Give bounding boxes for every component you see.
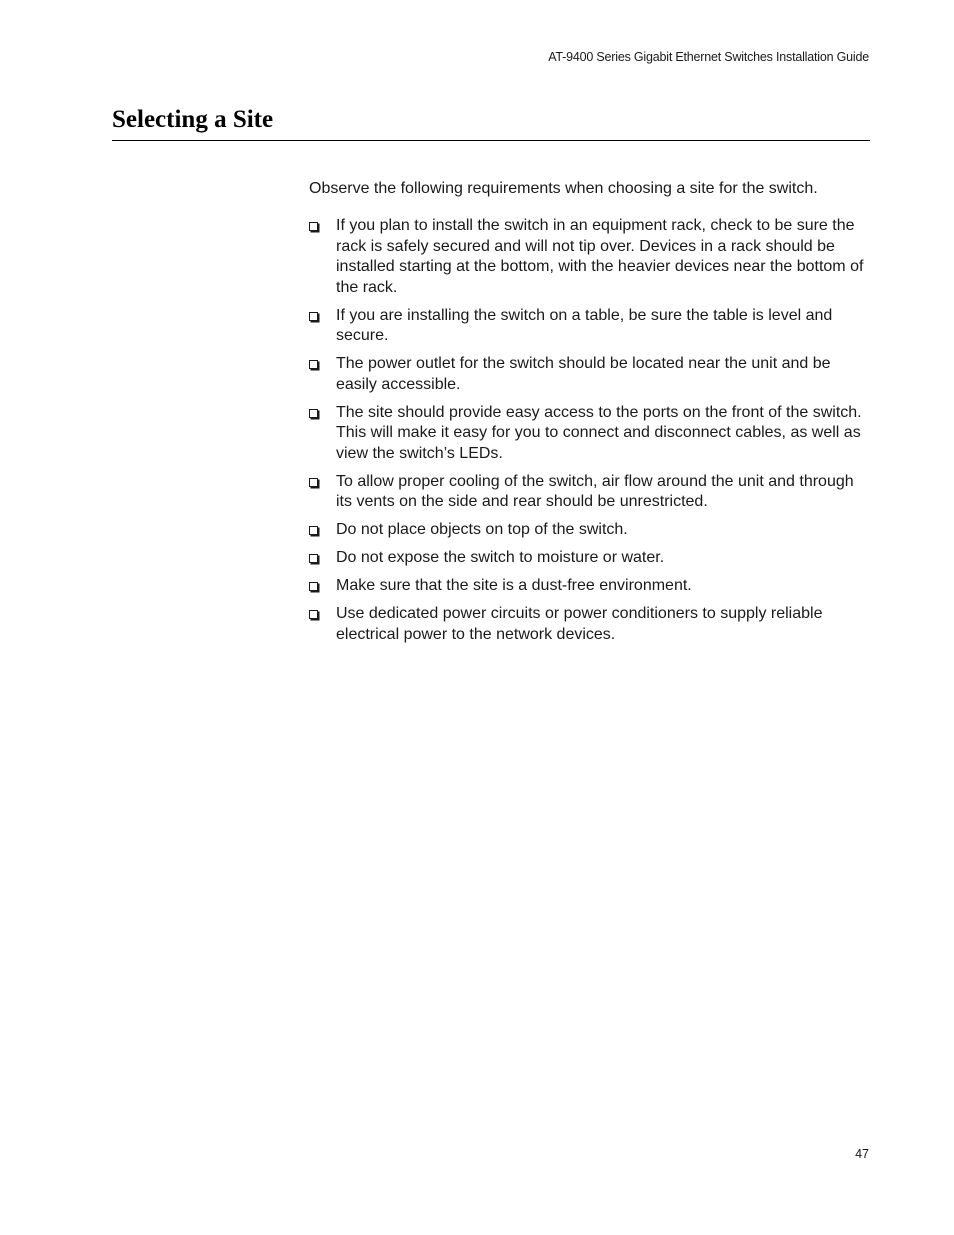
list-item <box>309 472 874 513</box>
title-divider <box>112 140 870 141</box>
requirements-list <box>309 216 874 653</box>
list-item <box>309 354 874 395</box>
section-title: Selecting a Site <box>112 106 274 133</box>
page-number: 47 <box>855 1147 869 1161</box>
square-bullet-icon <box>309 222 318 231</box>
square-bullet-icon <box>309 360 318 369</box>
list-item-text: If you are installing the switch on a table, be sure the table is level and secure. <box>336 306 833 344</box>
list-item-text: The site should provide easy access to the ports on the front of the switch. This will make it easy for you to connect and disconnect cables, as well as view the switch’s LEDs. <box>336 403 862 462</box>
running-header: AT-9400 Series Gigabit Ethernet Switches Installation Guide <box>548 50 869 64</box>
list-item <box>309 403 874 465</box>
list-item <box>309 216 874 298</box>
list-item-text: Use dedicated power circuits or power conditioners to supply reliable electrical power to the network devices. <box>336 605 823 643</box>
list-item-text: If you plan to install the switch in an equipment rack, check to be sure the rack is safely secured and will not tip over. Devices in a rack should be installed starting at the bottom, with the heavier devices near the bottom of the rack. <box>336 217 864 296</box>
intro-paragraph: Observe the following requirements when choosing a site for the switch. <box>309 180 818 197</box>
list-item-text: To allow proper cooling of the switch, air flow around the unit and through its vents on the side and rear should be unrestricted. <box>336 472 854 510</box>
square-bullet-icon <box>309 478 318 487</box>
square-bullet-icon <box>309 582 318 591</box>
list-item <box>309 306 874 347</box>
list-item-text: Make sure that the site is a dust-free environment. <box>336 577 692 594</box>
list-item-text: Do not expose the switch to moisture or water. <box>336 549 665 566</box>
square-bullet-icon <box>309 409 318 418</box>
list-item-text: The power outlet for the switch should be located near the unit and be easily accessible. <box>336 355 831 393</box>
square-bullet-icon <box>309 526 318 535</box>
list-item-text: Do not place objects on top of the switch. <box>336 521 628 538</box>
square-bullet-icon <box>309 610 318 619</box>
list-item <box>309 520 874 541</box>
list-item <box>309 604 874 645</box>
square-bullet-icon <box>309 554 318 563</box>
square-bullet-icon <box>309 312 318 321</box>
list-item <box>309 548 874 569</box>
list-item <box>309 576 874 597</box>
